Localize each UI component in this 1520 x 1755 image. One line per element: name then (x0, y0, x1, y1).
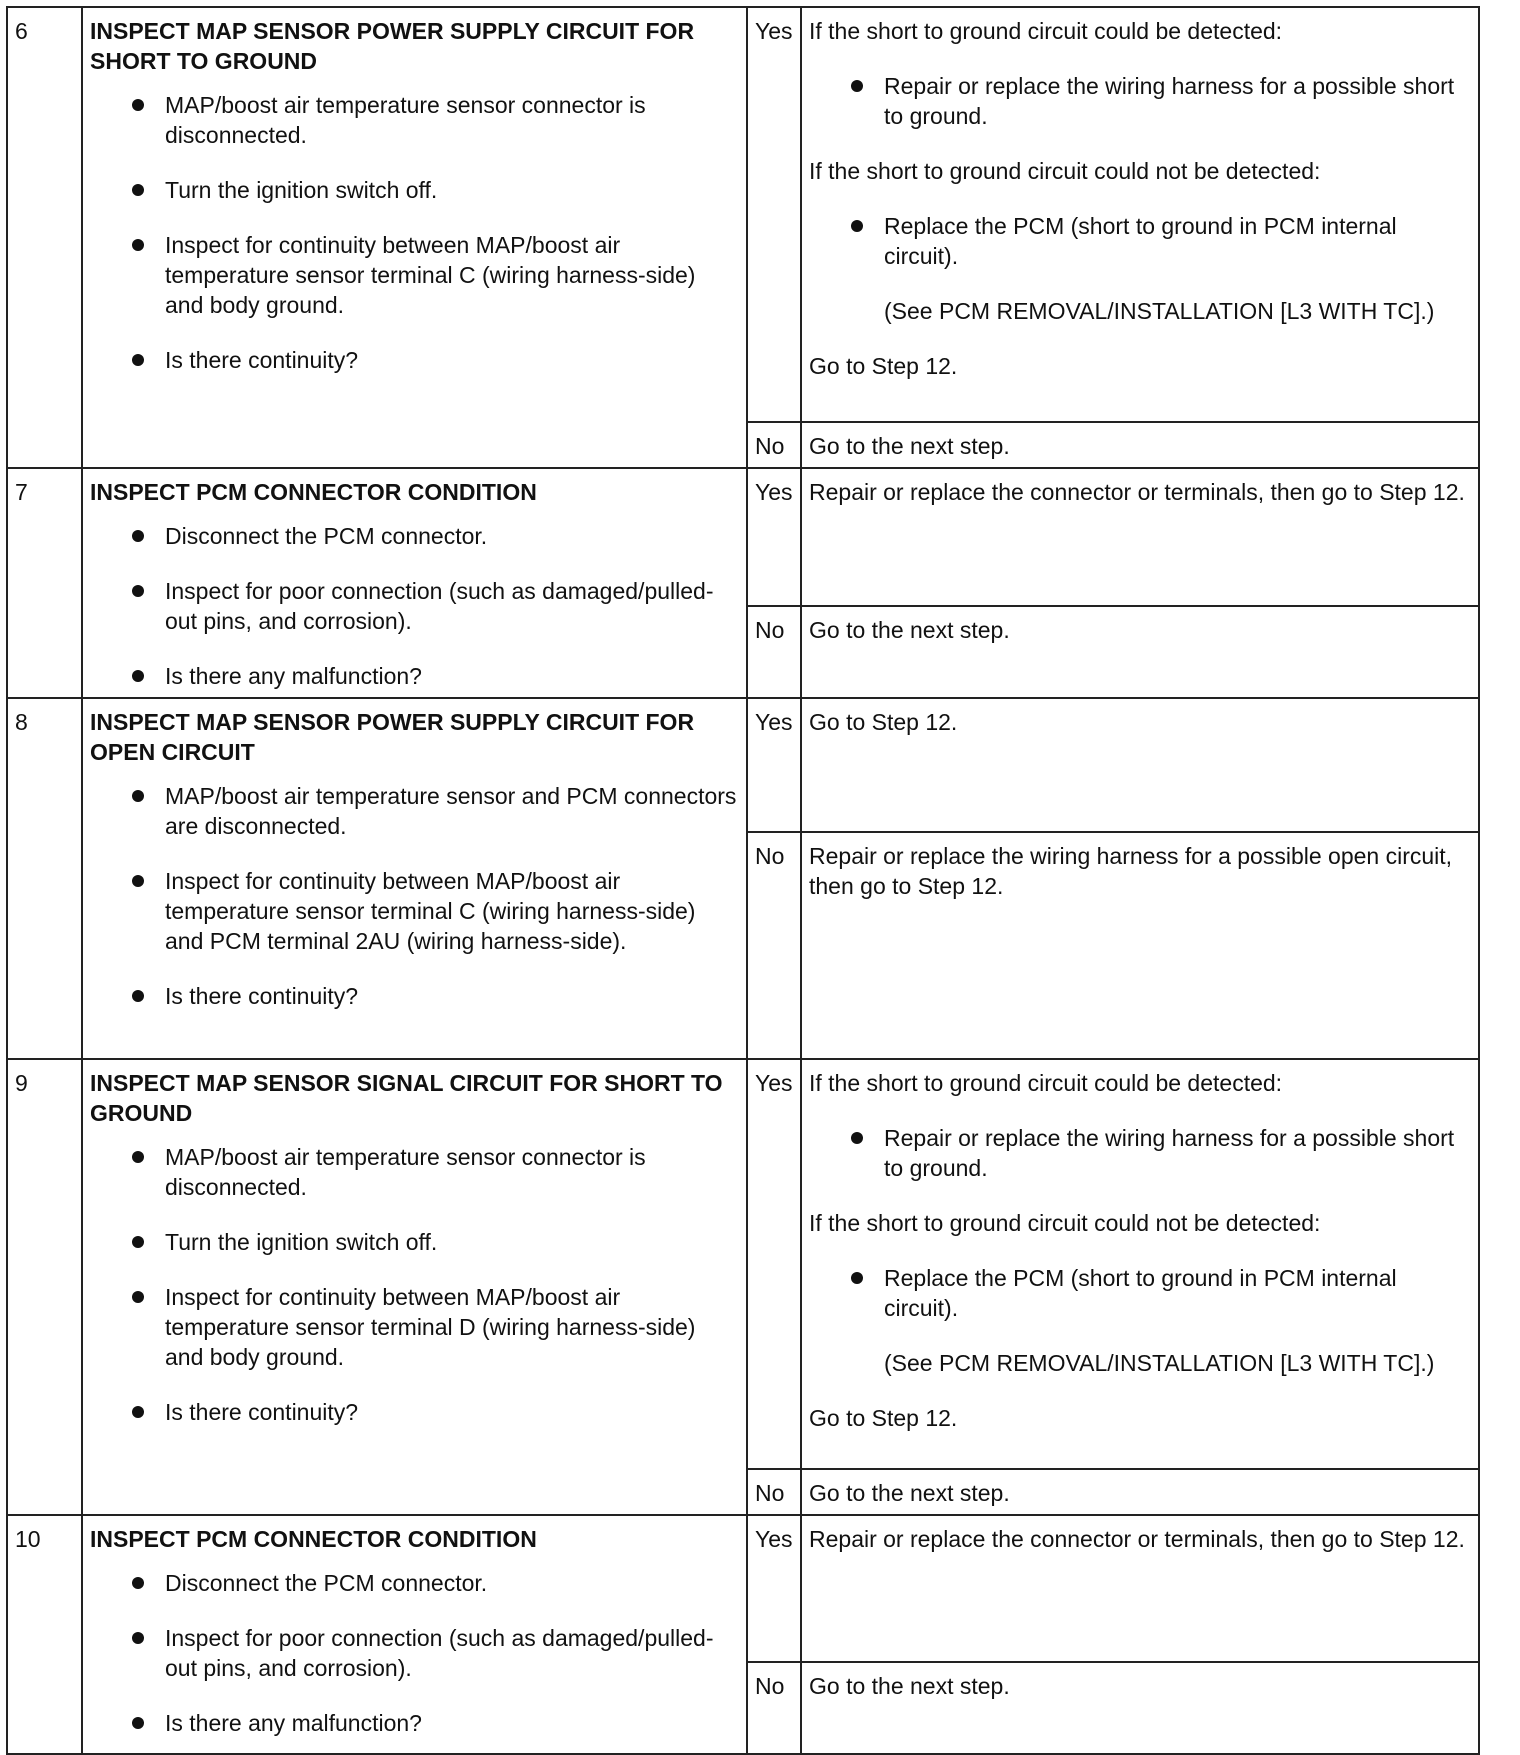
checklist-item: Is there continuity? (165, 345, 740, 375)
step-number: 9 (7, 1059, 82, 1515)
step-checklist (90, 781, 740, 1011)
step-checklist (90, 90, 740, 375)
step-6-yes-row (7, 7, 1479, 422)
see-reference: (See PCM REMOVAL/INSTALLATION [L3 WITH TC].) (884, 298, 1435, 324)
step-number: 10 (7, 1515, 82, 1754)
step-checklist (90, 521, 740, 691)
step-description (82, 698, 747, 1059)
see-reference: (See PCM REMOVAL/INSTALLATION [L3 WITH TC].) (884, 1350, 1435, 1376)
step-title: INSPECT PCM CONNECTOR CONDITION (90, 1526, 537, 1552)
checklist-item: Turn the ignition switch off. (165, 175, 740, 205)
not-detected-actions (809, 1263, 1472, 1378)
checklist-item: Is there continuity? (165, 981, 740, 1011)
condition-not-detected: If the short to ground circuit could not be detected: (809, 1210, 1321, 1236)
condition-detected: If the short to ground circuit could be detected: (809, 18, 1283, 44)
step-9-yes-row (7, 1059, 1479, 1469)
no-action: Go to the next step. (801, 422, 1479, 468)
step-title: INSPECT MAP SENSOR POWER SUPPLY CIRCUIT FOR SHORT TO GROUND (90, 18, 695, 74)
action-text: Replace the PCM (short to ground in PCM internal circuit). (884, 213, 1397, 269)
step-number: 8 (7, 698, 82, 1059)
checklist-item: MAP/boost air temperature sensor connector is disconnected. (165, 90, 740, 150)
checklist-item: Inspect for poor connection (such as damaged/pulled-out pins, and corrosion). (165, 576, 740, 636)
condition-detected: If the short to ground circuit could be detected: (809, 1070, 1283, 1096)
diagnostic-steps-table (6, 6, 1480, 1755)
step-number: 7 (7, 468, 82, 698)
step-10-yes-row (7, 1515, 1479, 1662)
no-action: Go to the next step. (801, 1662, 1479, 1754)
no-label: No (747, 1469, 801, 1515)
yes-action: Repair or replace the connector or terminals, then go to Step 12. (801, 1515, 1479, 1662)
yes-action (801, 1059, 1479, 1469)
action-item (884, 211, 1472, 326)
checklist-item: Inspect for continuity between MAP/boost air temperature sensor terminal C (wiring harness-side) and body ground. (165, 230, 740, 320)
no-action: Repair or replace the wiring harness for a possible open circuit, then go to Step 12. (801, 832, 1479, 1059)
no-label: No (747, 606, 801, 698)
condition-not-detected: If the short to ground circuit could not be detected: (809, 158, 1321, 184)
no-label: No (747, 422, 801, 468)
step-description (82, 468, 747, 698)
detected-actions (809, 1123, 1472, 1183)
step-title: INSPECT PCM CONNECTOR CONDITION (90, 479, 537, 505)
action-item: Repair or replace the wiring harness for a possible short to ground. (884, 71, 1472, 131)
no-action: Go to the next step. (801, 1469, 1479, 1515)
step-description (82, 7, 747, 468)
action-text: Replace the PCM (short to ground in PCM internal circuit). (884, 1265, 1397, 1321)
checklist-item: Is there any malfunction? (165, 1708, 740, 1738)
step-number: 6 (7, 7, 82, 468)
action-item: Repair or replace the wiring harness for a possible short to ground. (884, 1123, 1472, 1183)
checklist-item: Inspect for continuity between MAP/boost air temperature sensor terminal C (wiring harness-side) and PCM terminal 2AU (wiring harness-side). (165, 866, 740, 956)
step-checklist (90, 1142, 740, 1427)
yes-label: Yes (747, 468, 801, 606)
yes-label: Yes (747, 1515, 801, 1662)
checklist-item: Is there any malfunction? (165, 661, 740, 691)
checklist-item: Inspect for continuity between MAP/boost air temperature sensor terminal D (wiring harness-side) and body ground. (165, 1282, 740, 1372)
step-7-yes-row (7, 468, 1479, 606)
no-label: No (747, 832, 801, 1059)
yes-action: Repair or replace the connector or terminals, then go to Step 12. (801, 468, 1479, 606)
step-checklist (90, 1568, 740, 1738)
yes-label: Yes (747, 7, 801, 422)
step-title: INSPECT MAP SENSOR POWER SUPPLY CIRCUIT FOR OPEN CIRCUIT (90, 709, 695, 765)
checklist-item: Inspect for poor connection (such as damaged/pulled-out pins, and corrosion). (165, 1623, 740, 1683)
checklist-item: MAP/boost air temperature sensor and PCM connectors are disconnected. (165, 781, 740, 841)
yes-action (801, 7, 1479, 422)
checklist-item: Disconnect the PCM connector. (165, 521, 740, 551)
action-item (884, 1263, 1472, 1378)
step-8-yes-row (7, 698, 1479, 832)
step-title: INSPECT MAP SENSOR SIGNAL CIRCUIT FOR SHORT TO GROUND (90, 1070, 723, 1126)
step-description (82, 1059, 747, 1515)
not-detected-actions (809, 211, 1472, 326)
yes-action: Go to Step 12. (801, 698, 1479, 832)
yes-label: Yes (747, 698, 801, 832)
no-action: Go to the next step. (801, 606, 1479, 698)
no-label: No (747, 1662, 801, 1754)
checklist-item: Disconnect the PCM connector. (165, 1568, 740, 1598)
checklist-item: MAP/boost air temperature sensor connector is disconnected. (165, 1142, 740, 1202)
goto-step: Go to Step 12. (809, 1405, 958, 1431)
detected-actions (809, 71, 1472, 131)
yes-label: Yes (747, 1059, 801, 1469)
checklist-item: Turn the ignition switch off. (165, 1227, 740, 1257)
step-description (82, 1515, 747, 1754)
goto-step: Go to Step 12. (809, 353, 958, 379)
checklist-item: Is there continuity? (165, 1397, 740, 1427)
